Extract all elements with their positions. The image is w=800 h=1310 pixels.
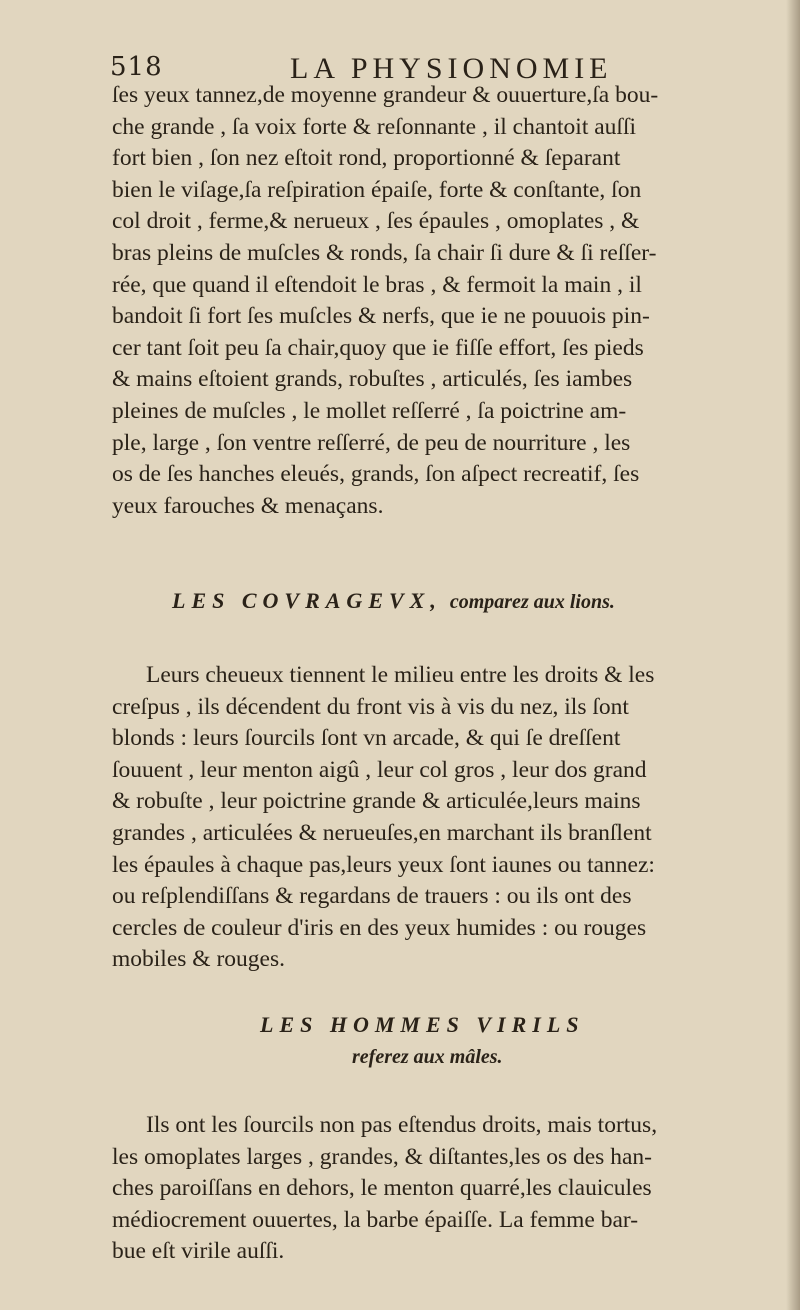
text-line: rée, que quand il eſtendoit le bras , & fermoit la main , il bbox=[112, 271, 642, 298]
text-line: ou reſplendiſſans & regardans de trauers : ou ils ont des bbox=[112, 883, 632, 910]
section-heading-subtitle: comparez aux lions. bbox=[449, 591, 615, 613]
text-line: & mains eſtoient grands, robuſtes , articulés, ſes iambes bbox=[112, 366, 633, 393]
text-line: fort bien , ſon nez eſtoit rond, proportionné & ſeparant bbox=[112, 145, 621, 172]
text-line: grandes , articulées & nerueuſes,en marchant ils branſlent bbox=[112, 819, 652, 846]
text-line: pleines de muſcles , le mollet reſſerré , ſa poictrine am- bbox=[112, 397, 627, 424]
text-line: bien le viſage,ſa reſpiration épaiſe, forte & conſtante, ſon bbox=[112, 176, 642, 203]
text-line: ſouuent , leur menton aigû , leur col gros , leur dos grand bbox=[112, 756, 647, 783]
text-line: ple, large , ſon ventre reſſerré, de peu de nourriture , les bbox=[112, 429, 631, 456]
running-title: LA PHYSIONOMIE bbox=[290, 52, 613, 85]
section-heading-courageux bbox=[172, 588, 615, 614]
text-line: bras pleins de muſcles & ronds, ſa chair ſi dure & ſi reſſer- bbox=[112, 239, 657, 266]
text-line: creſpus , ils décendent du front vis à vis du nez, ils ſont bbox=[112, 693, 629, 720]
page-number: 518 bbox=[110, 52, 163, 82]
text-line: médiocrement ouuertes, la barbe épaiſſe. La femme bar- bbox=[112, 1206, 639, 1233]
text-line: bue eſt virile auſſi. bbox=[112, 1238, 285, 1265]
paragraph-continued bbox=[112, 80, 788, 522]
paragraph-virils bbox=[112, 1110, 788, 1268]
bleed-through-texture bbox=[300, 20, 313, 54]
page-edge-shadow bbox=[786, 0, 800, 1310]
text-line: mobiles & rouges. bbox=[112, 946, 285, 973]
text-line: blonds : leurs ſourcils ſont vn arcade, & qui ſe dreſſent bbox=[112, 725, 621, 752]
text-line: che grande , ſa voix forte & reſonnante , il chantoit auſſi bbox=[112, 113, 636, 140]
text-line: col droit , ferme,& nerueux , ſes épaules , omoplates , & bbox=[112, 208, 640, 235]
text-line: Ils ont les ſourcils non pas eſtendus droits, mais tortus, bbox=[146, 1112, 658, 1138]
text-line: os de ſes hanches eleués, grands, ſon aſpect recreatif, ſes bbox=[112, 461, 640, 488]
text-line: bandoit ſi fort ſes muſcles & nerfs, que ie ne pouuois pin- bbox=[112, 303, 650, 330]
text-line: & robuſte , leur poictrine grande & articulée,leurs mains bbox=[112, 788, 641, 815]
text-line: ches paroiſſans en dehors, le menton quarré,les clauicules bbox=[112, 1175, 652, 1202]
section-heading-title: LES COVRAGEVX, bbox=[172, 588, 442, 613]
text-line: ſes yeux tannez,de moyenne grandeur & ouuerture,ſa bou- bbox=[112, 82, 659, 108]
text-line: Leurs cheueux tiennent le milieu entre les droits & les bbox=[146, 662, 655, 688]
text-line: cercles de couleur d'iris en des yeux humides : ou rouges bbox=[112, 914, 647, 941]
text-line: les omoplates larges , grandes, & diſtantes,les os des han- bbox=[112, 1143, 652, 1170]
paragraph-courageux bbox=[112, 660, 788, 976]
section-heading-virils: LES HOMMES VIRILS bbox=[260, 1012, 585, 1037]
text-line: yeux farouches & menaçans. bbox=[112, 492, 384, 519]
section-heading-virils-subtitle: referez aux mâles. bbox=[352, 1046, 503, 1068]
text-line: cer tant ſoit peu ſa chair,quoy que ie fiſſe effort, ſes pieds bbox=[112, 334, 644, 361]
text-line: les épaules à chaque pas,leurs yeux ſont iaunes ou tannez: bbox=[112, 851, 655, 878]
